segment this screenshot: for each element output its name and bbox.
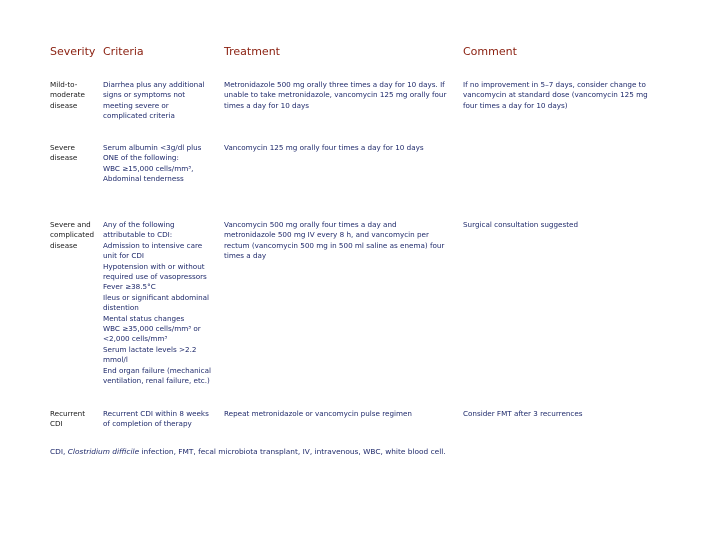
- row-3-treatment-line: rectum (vancomycin 500 mg in 500 ml saline as enema) four: [224, 240, 445, 250]
- row-3-criteria-line: attributable to CDI:: [103, 230, 173, 240]
- footnote-suffix: infection, FMT, fecal microbiota transplant, IV, intravenous, WBC, white blood cell.: [139, 447, 446, 456]
- row-4-treatment-line: Repeat metronidazole or vancomycin pulse regimen: [224, 409, 412, 418]
- footnote-prefix: CDI,: [50, 447, 68, 456]
- table-footnote: [50, 447, 446, 456]
- row-2-criteria-line: ONE of the following:: [103, 153, 179, 163]
- row-1-treatment: [224, 80, 446, 111]
- row-3-criteria: [103, 220, 211, 387]
- row-2-severity-line: disease: [50, 153, 78, 163]
- row-1-severity-line: Mild-to-: [50, 80, 78, 89]
- row-4-criteria-line: Recurrent CDI within 8 weeks: [103, 409, 209, 418]
- row-2-criteria: [103, 143, 201, 185]
- row-4-criteria-line: of completion of therapy: [103, 419, 192, 429]
- row-2-treatment-line: Vancomycin 125 mg orally four times a day for 10 days: [224, 143, 424, 152]
- row-3-criteria-line: mmol/l: [103, 355, 128, 365]
- header-treatment: Treatment: [224, 45, 280, 58]
- row-3-criteria-line: Ileus or significant abdominal: [103, 292, 210, 302]
- row-3-criteria-line: <2,000 cells/mm³: [103, 334, 168, 344]
- row-4-comment-line: Consider FMT after 3 recurrences: [463, 409, 583, 418]
- row-3-treatment-line: Vancomycin 500 mg orally four times a day and: [224, 220, 397, 229]
- row-2-criteria-line: WBC ≥15,000 cells/mm³,: [103, 163, 194, 173]
- row-1-criteria-line: complicated criteria: [103, 111, 175, 121]
- row-3-criteria-line: Mental status changes: [103, 313, 185, 323]
- row-1-severity-line: moderate: [50, 90, 85, 100]
- row-2-severity: [50, 143, 77, 164]
- row-1-comment-line: four times a day for 10 days): [463, 100, 568, 110]
- row-3-treatment: [224, 220, 444, 262]
- row-3-severity-line: Severe and: [50, 220, 91, 229]
- row-3-severity-line: complicated: [50, 230, 95, 240]
- row-4-comment: [463, 409, 583, 419]
- row-3-criteria-line: unit for CDI: [103, 251, 145, 261]
- row-3-criteria-line: required use of vasopressors: [103, 272, 207, 282]
- row-1-comment-line: If no improvement in 5–7 days, consider change to: [463, 80, 646, 89]
- row-3-treatment-line: metronidazole 500 mg IV every 8 h, and vancomycin per: [224, 230, 429, 240]
- row-1-treatment-line: times a day for 10 days: [224, 100, 310, 110]
- row-2-treatment: [224, 143, 424, 153]
- row-4-treatment: [224, 409, 412, 419]
- row-3-criteria-line: WBC ≥35,000 cells/mm³ or: [103, 324, 201, 334]
- row-3-severity-line: disease: [50, 240, 78, 250]
- row-1-comment-line: vancomycin at standard dose (vancomycin 125 mg: [463, 90, 648, 100]
- row-4-severity: [50, 409, 85, 430]
- row-3-treatment-line: times a day: [224, 251, 267, 261]
- row-1-criteria-line: signs or symptoms not: [103, 90, 186, 100]
- row-3-criteria-line: Hypotension with or without: [103, 261, 205, 271]
- header-comment: Comment: [463, 45, 517, 58]
- row-1-comment: [463, 80, 648, 111]
- row-2-criteria-line: Serum albumin <3g/dl plus: [103, 143, 202, 152]
- row-4-criteria: [103, 409, 209, 430]
- row-3-comment-line: Surgical consultation suggested: [463, 220, 579, 229]
- row-1-treatment-line: Metronidazole 500 mg orally three times a day for 10 days. If: [224, 80, 445, 89]
- row-3-criteria-line: Admission to intensive care: [103, 240, 203, 250]
- row-3-criteria-line: distention: [103, 303, 139, 313]
- row-1-severity: [50, 80, 85, 111]
- row-4-severity-line: Recurrent: [50, 409, 86, 418]
- row-3-criteria-line: End organ failure (mechanical: [103, 365, 212, 375]
- header-criteria: Criteria: [103, 45, 144, 58]
- footnote-organism: Clostridium difficile: [67, 447, 140, 456]
- row-3-criteria-line: Any of the following: [103, 220, 175, 229]
- row-3-severity: [50, 220, 94, 251]
- header-severity: Severity: [50, 45, 96, 58]
- row-1-severity-line: disease: [50, 100, 78, 110]
- row-3-criteria-line: Serum lactate levels >2.2: [103, 344, 197, 354]
- row-4-severity-line: CDI: [50, 419, 63, 429]
- row-2-severity-line: Severe: [50, 143, 75, 152]
- row-1-criteria-line: meeting severe or: [103, 100, 169, 110]
- row-1-criteria-line: Diarrhea plus any additional: [103, 80, 205, 89]
- row-1-treatment-line: unable to take metronidazole, vancomycin 125 mg orally four: [224, 90, 447, 100]
- row-3-criteria-line: ventilation, renal failure, etc.): [103, 376, 210, 386]
- row-2-criteria-line: Abdominal tenderness: [103, 174, 184, 184]
- row-1-criteria: [103, 80, 205, 122]
- row-3-comment: [463, 220, 578, 230]
- row-3-criteria-line: Fever ≥38.5°C: [103, 282, 156, 292]
